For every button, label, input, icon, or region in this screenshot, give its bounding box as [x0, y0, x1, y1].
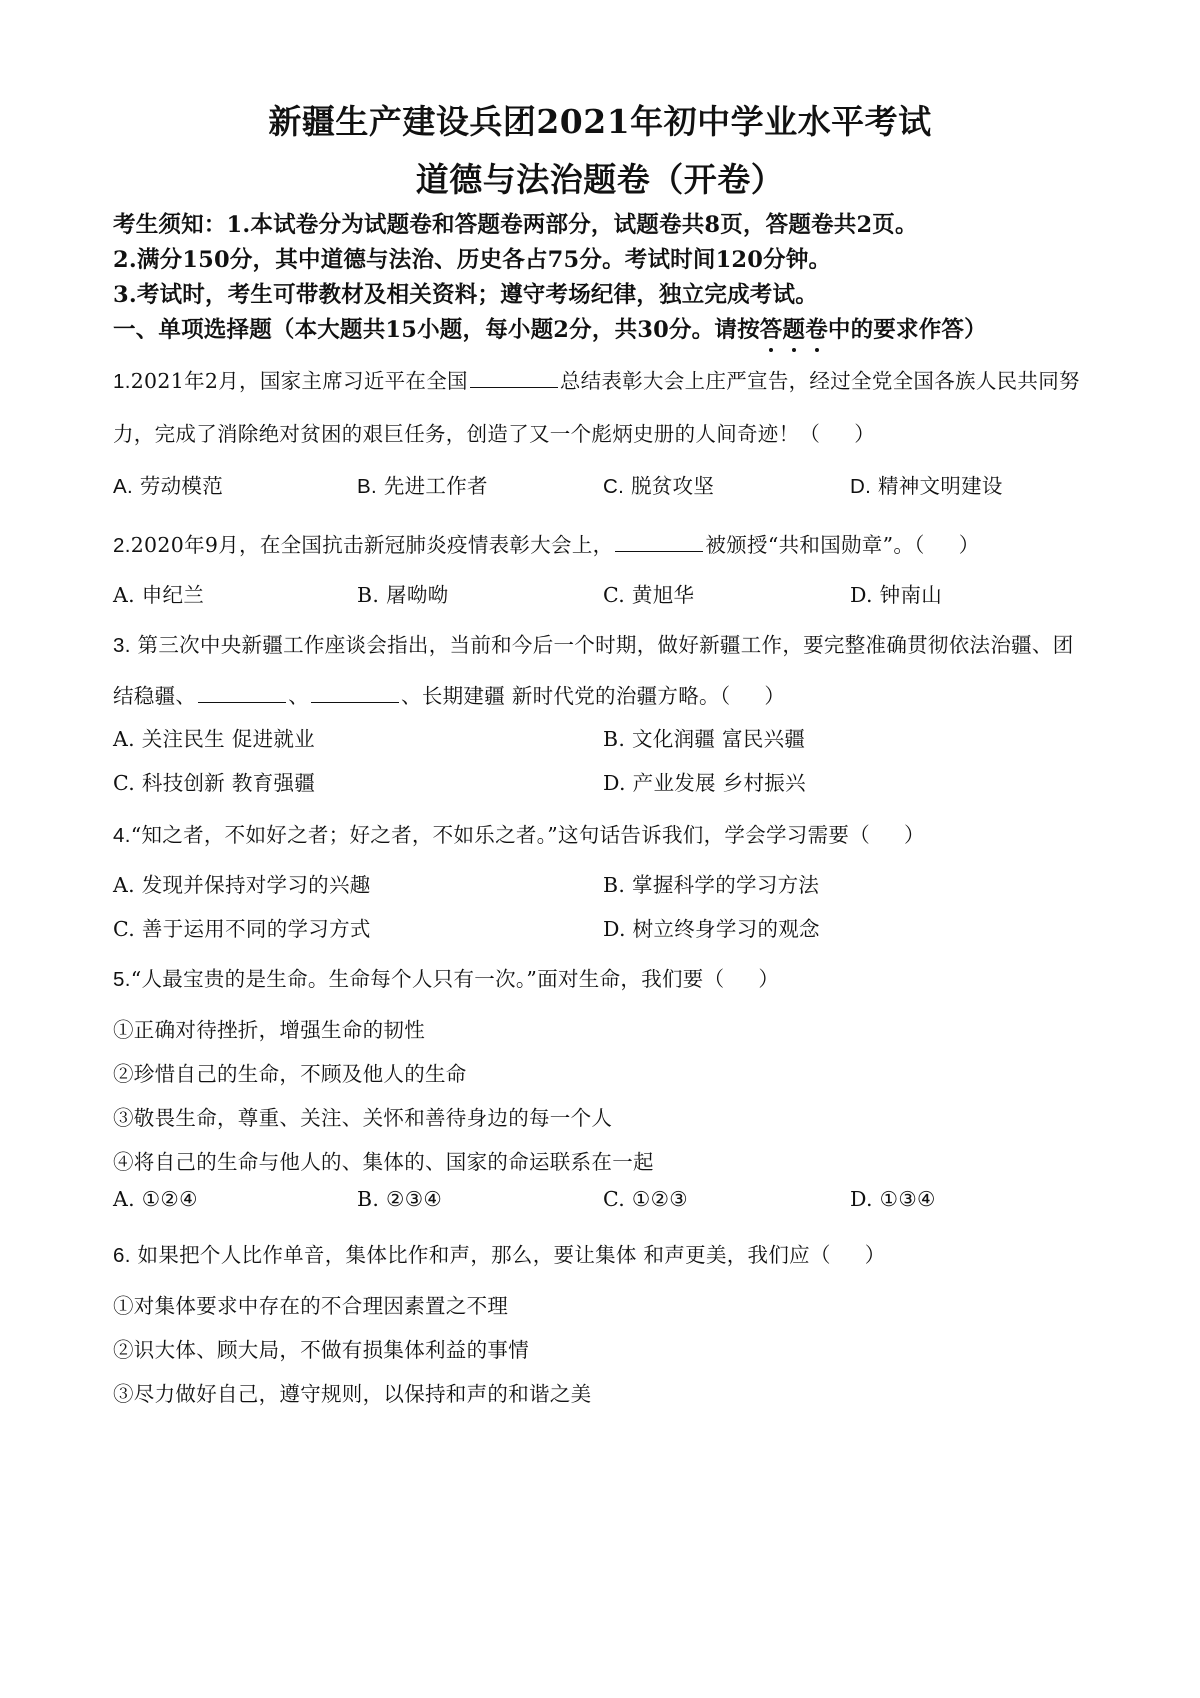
- emphasis-char: 题: [782, 312, 805, 344]
- emphasis-char: 卷: [805, 312, 828, 344]
- notice-line-2: 2.满分150分，其中道德与法治、历史各占75分。考试时间120分钟。: [113, 247, 832, 273]
- q5-statement-2: ②珍惜自己的生命，不顾及他人的生命: [113, 1062, 467, 1086]
- q5-option-a: A. ①②④: [113, 1187, 198, 1211]
- q3-option-d: D. 产业发展 乡村振兴: [603, 771, 806, 795]
- q5-statement-1: ①正确对待挫折，增强生命的韧性: [113, 1018, 425, 1042]
- question-4-stem: 4.“知之者，不如好之者；好之者，不如乐之者。”这句话告诉我们，学会学习需要（ ）: [113, 823, 925, 847]
- question-1-stem-cont: 力，完成了消除绝对贫困的艰巨任务，创造了又一个彪炳史册的人间奇迹！（ ）: [113, 422, 876, 446]
- notice-line-1: 考生须知：1.本试卷分为试题卷和答题卷两部分，试题卷共8页，答题卷共2页。: [113, 212, 918, 238]
- q5-option-c: C. ①②③: [603, 1187, 688, 1211]
- answer-blank: [311, 684, 399, 703]
- emphasis-char: 答: [760, 312, 783, 344]
- question-3-stem-cont: 结稳疆、 、 、长期建疆 新时代党的治疆方略。（ ）: [113, 684, 786, 708]
- q2-option-d: D. 钟南山: [850, 583, 943, 607]
- q5-statement-4: ④将自己的生命与他人的、集体的、国家的命运联系在一起: [113, 1150, 654, 1174]
- q1-option-a: A. 劳动模范: [113, 474, 224, 498]
- q1-option-b: B. 先进工作者: [357, 474, 488, 498]
- q4-option-a: A. 发现并保持对学习的兴趣: [113, 873, 371, 897]
- q2-option-c: C. 黄旭华: [603, 583, 695, 607]
- question-6-stem: 6. 如果把个人比作单音，集体比作和声，那么，要让集体 和声更美，我们应（ ）: [113, 1243, 886, 1267]
- q1-option-c: C. 脱贫攻坚: [603, 474, 715, 498]
- q5-option-b: B. ②③④: [357, 1187, 443, 1211]
- q6-statement-3: ③尽力做好自己，遵守规则，以保持和声的和谐之美: [113, 1382, 592, 1406]
- q3-option-c: C. 科技创新 教育强疆: [113, 771, 316, 795]
- question-1-stem: 1.2021年2月，国家主席习近平在全国 总结表彰大会上庄严宣告，经过全党全国各族人民共同努: [113, 369, 1080, 393]
- q5-statement-3: ③敬畏生命，尊重、关注、关怀和善待身边的每一个人: [113, 1106, 613, 1130]
- q2-option-b: B. 屠呦呦: [357, 583, 449, 607]
- notice-line-3: 3.考试时，考生可带教材及相关资料；遵守考场纪律，独立完成考试。: [113, 282, 818, 308]
- q1-option-d: D. 精神文明建设: [850, 474, 1003, 498]
- q3-option-b: B. 文化润疆 富民兴疆: [603, 727, 806, 751]
- question-2-stem: 2.2020年9月，在全国抗击新冠肺炎疫情表彰大会上， 被颁授“共和国勋章”。（ ）: [113, 533, 980, 557]
- q4-option-c: C. 善于运用不同的学习方式: [113, 917, 371, 941]
- q4-option-b: B. 掌握科学的学习方法: [603, 873, 820, 897]
- exam-subtitle: 道德与法治题卷（开卷）: [415, 160, 785, 199]
- q4-option-d: D. 树立终身学习的观念: [603, 917, 820, 941]
- question-5-stem: 5.“人最宝贵的是生命。生命每个人只有一次。”面对生命，我们要（ ）: [113, 967, 780, 991]
- q6-statement-1: ①对集体要求中存在的不合理因素置之不理: [113, 1294, 509, 1318]
- section-heading: 一、单项选择题（本大题共15小题，每小题2分，共30分。请按答题卷中的要求作答）: [113, 312, 987, 344]
- q5-option-d: D. ①③④: [850, 1187, 936, 1211]
- question-3-stem: 3. 第三次中央新疆工作座谈会指出，当前和今后一个时期，做好新疆工作，要完整准确贯彻依法治疆、团: [113, 633, 1074, 657]
- answer-blank: [615, 533, 703, 552]
- exam-title: 新疆生产建设兵团2021年初中学业水平考试: [268, 102, 932, 141]
- answer-blank: [198, 684, 286, 703]
- answer-blank: [470, 369, 558, 388]
- q6-statement-2: ②识大体、顾大局，不做有损集体利益的事情: [113, 1338, 529, 1362]
- q2-option-a: A. 申纪兰: [113, 583, 205, 607]
- q3-option-a: A. 关注民生 促进就业: [113, 727, 315, 751]
